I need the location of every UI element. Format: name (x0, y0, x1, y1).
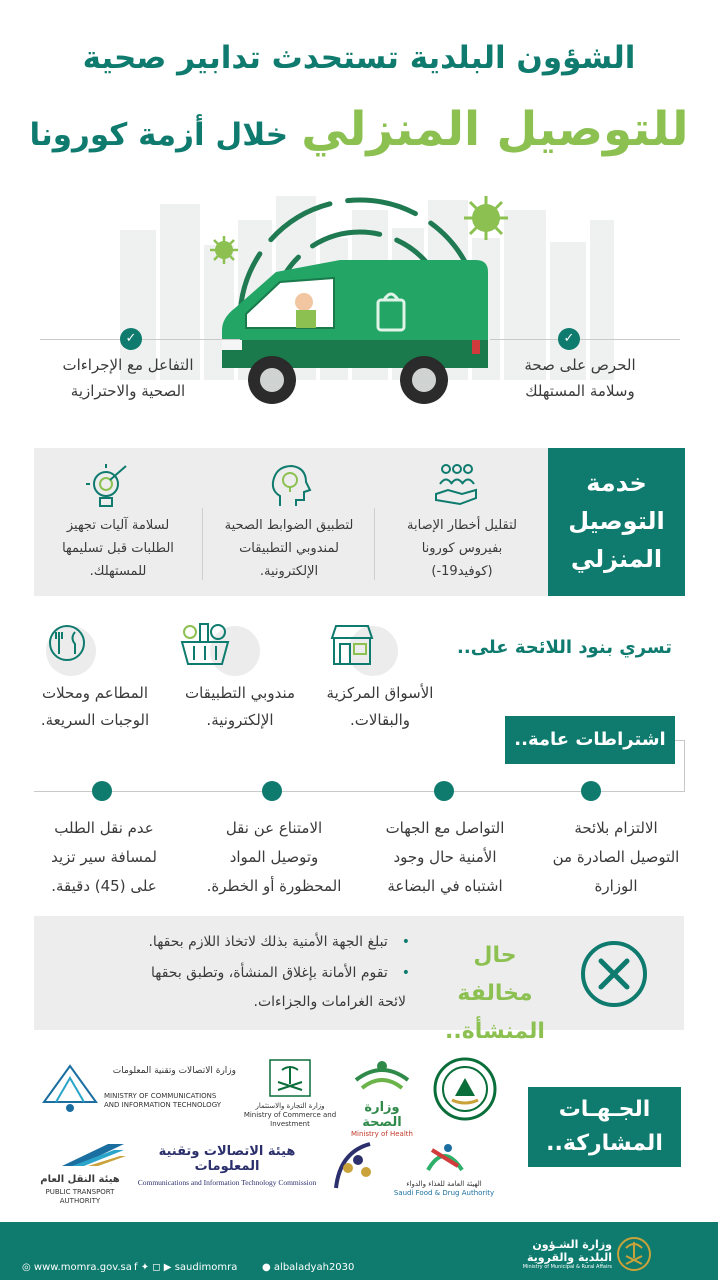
partners-heading: الجـهـات المشاركة.. (528, 1087, 681, 1167)
headline-highlight: للتوصيل المنزلي (301, 102, 689, 157)
connector-corner (675, 740, 685, 791)
violation-bullet: •تقوم الأمانة بإغلاق المنشأة، وتطبق بحقها (151, 965, 410, 981)
applies-item: المطاعم ومحلات الوجبات السريعة. (40, 684, 150, 729)
wheel-front (248, 356, 296, 404)
palm-swords-icon (240, 1058, 340, 1098)
violation-title: حال مخالفة المنشأة.. (445, 943, 545, 1044)
condition-item: الامتناع عن نقل وتوصيل المواد المحظورة أو الخطرة. (206, 819, 342, 895)
transport-emblem-icon (58, 1140, 128, 1170)
headline-line2 (0, 102, 718, 157)
divider (202, 508, 203, 580)
health-emblem-icon (346, 1058, 418, 1096)
head-bulb-icon (266, 460, 316, 510)
intro-right-caption: الحرص على صحة وسلامة المستهلك (524, 356, 636, 400)
intro-left-caption: التفاعل مع الإجراءات الصحية والاحترازية (62, 356, 194, 400)
ministry-of-health-logo: وزارة الصحة Ministry of Health (346, 1058, 418, 1139)
pin-icon: ● (262, 1262, 271, 1273)
close-icon (578, 938, 650, 1010)
virus-icon-small (210, 236, 238, 264)
globe-icon: ◎ (22, 1262, 31, 1273)
ministry-wordmark: وزارة الشـؤون البلدية والقروية Ministry of Municipal & Rural Affairs (522, 1238, 612, 1270)
right-connector-line (490, 339, 680, 340)
condition-item: التواصل مع الجهات الأمنية حال وجود اشتباه في البضاعة (385, 819, 505, 895)
headline-suffix: خلال أزمة كورونا (29, 117, 289, 153)
ministry-emblem-logo (328, 1138, 378, 1194)
website-link[interactable]: ◎ www.momra.gov.sa (22, 1262, 132, 1273)
sfda-emblem-icon (388, 1140, 500, 1176)
citc-logo: هيئة الاتصالات وتقنية المعلومات Communications and Information Technology Commission (137, 1144, 317, 1187)
bulb-target-icon (84, 460, 134, 510)
restaurant-icon (44, 620, 90, 666)
facebook-icon[interactable]: f (134, 1262, 138, 1273)
timeline-dot (434, 781, 454, 801)
store-icon (326, 620, 378, 670)
virus-icon (464, 196, 508, 240)
applies-heading: تسري بنود اللائحة على.. (457, 637, 672, 658)
instagram-icon[interactable]: ◻ (152, 1262, 161, 1273)
timeline-dot (92, 781, 112, 801)
wheel-rear (400, 356, 448, 404)
check-icon: ✓ (120, 328, 142, 350)
violation-bullet: •تبلغ الجهة الأمنية بذلك لاتخاذ اللازم بحقها. (148, 934, 410, 950)
service-item: لسلامة آليات تجهيز الطلبات قبل تسليمها للمستهلك. (62, 518, 174, 579)
youtube-icon[interactable]: ▶ (163, 1262, 172, 1273)
service-item: لتطبيق الضوابط الصحية لمندوبي التطبيقات الإلكترونية. (224, 518, 354, 579)
twitter-icon[interactable]: ✦ (140, 1262, 150, 1273)
applies-item: مندوبي التطبيقات الإلكترونية. (184, 684, 296, 729)
conditions-heading: اشتراطات عامة.. (505, 716, 675, 764)
violation-list: •تبلغ الجهة الأمنية بذلك لاتخاذ اللازم بحقها. •تقوم الأمانة بإغلاق المنشأة، وتطبق بحقها لائحة الغرامات والجزاءات. (44, 928, 410, 1017)
ministry-of-interior-logo (432, 1056, 498, 1122)
service-item: لتقليل أخطار الإصابة بفيروس كورونا (كوفيد19-) (407, 518, 517, 579)
applies-item: الأسواق المركزية والبقالات. (326, 684, 434, 729)
sfda-logo: الهيئة العامة للغذاء والدواء Saudi Food & Drug Authority (388, 1140, 500, 1198)
network-triangle-icon (40, 1062, 100, 1114)
delivery-basket-icon (176, 618, 234, 670)
timeline-dot (262, 781, 282, 801)
ministry-of-commerce-logo: وزارة التجارة والاستثمار Ministry of Commerce and Investment (240, 1058, 340, 1129)
social-links[interactable]: f ✦ ◻ ▶ saudimomra (134, 1262, 238, 1273)
check-icon: ✓ (558, 328, 580, 350)
condition-item: عدم نقل الطلب لمسافة سير تزيد على (45) دقيقة. (51, 819, 157, 895)
divider (374, 508, 375, 580)
people-hand-icon (432, 460, 482, 510)
hashtag-link[interactable]: ● albaladyah2030 (262, 1262, 355, 1273)
service-title-box: خدمة التوصيل المنزلي (548, 448, 685, 596)
momra-emblem-logo (616, 1236, 652, 1272)
headline-line1: الشؤون البلدية تستحدث تدابير صحية (82, 40, 636, 76)
timeline-dot (581, 781, 601, 801)
condition-item: الالتزام بلائحة التوصيل الصادرة من الوزارة (552, 819, 680, 895)
